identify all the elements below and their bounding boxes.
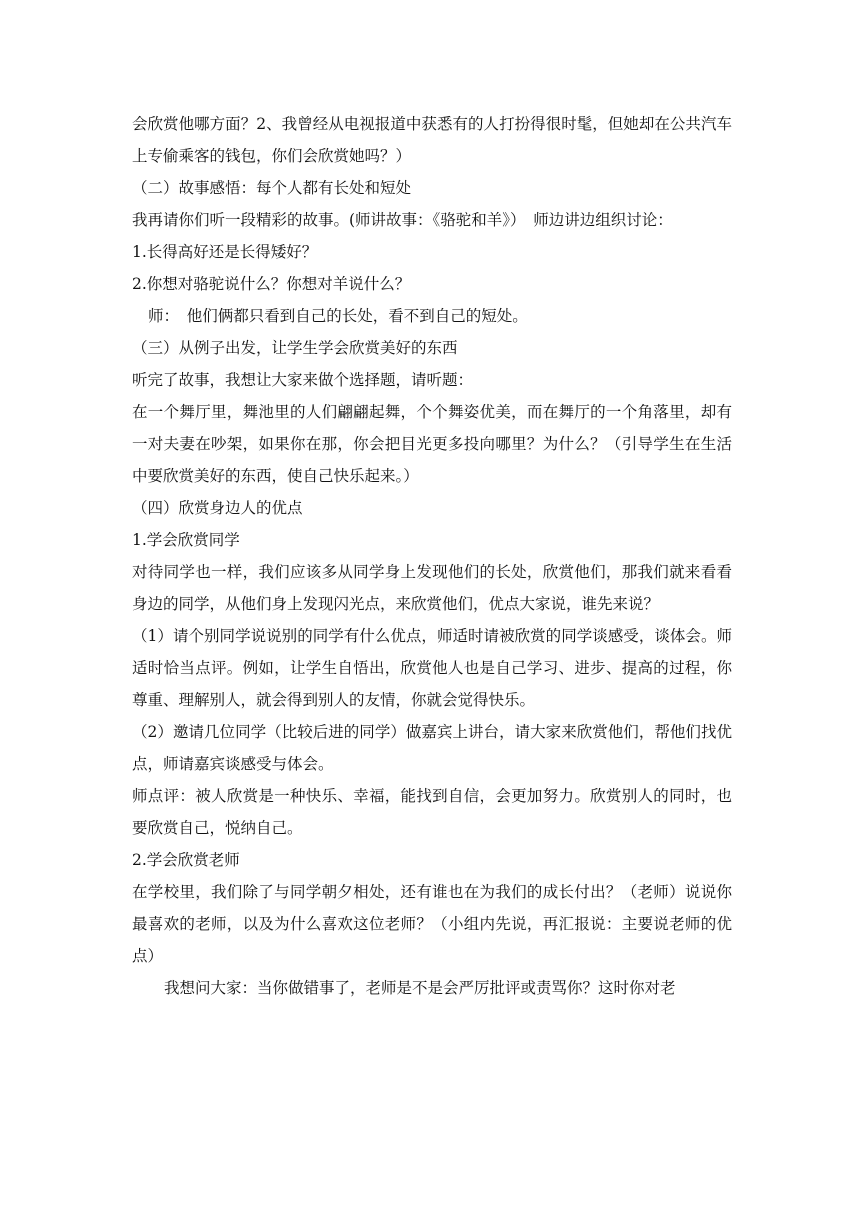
- paragraph: 我想问大家：当你做错事了，老师是不是会严厉批评或责骂你？这时你对老: [164, 979, 676, 997]
- paragraph: 在学校里，我们除了与同学朝夕相处，还有谁也在为我们的成长付出？（老师）说说你最喜欢的老师，以及为什么喜欢这位老师？（小组内先说，再汇报说：主要说老师的优点）: [132, 883, 732, 965]
- numbered-item: （1）请个别同学说说别的同学有什么优点，师适时请被欣赏的同学谈感受，谈体会。师适时恰当点评。例如，让学生自悟出，欣赏他人也是自己学习、进步、提高的过程，你尊重、理解别人，就会得到别人的友情，你就会觉得快乐。: [132, 627, 732, 709]
- question-item: 2.你想对骆驼说什么？你想对羊说什么？: [132, 275, 411, 293]
- paragraph: 对待同学也一样，我们应该多从同学身上发现他们的长处，欣赏他们，那我们就来看看身边的同学，从他们身上发现闪光点，来欣赏他们，优点大家说，谁先来说？: [132, 563, 732, 613]
- section-heading-4: （四）欣赏身边人的优点: [132, 499, 303, 517]
- section-heading-2: （二）故事感悟：每个人都有长处和短处: [132, 179, 412, 197]
- section-heading-3: （三）从例子出发，让学生学会欣赏美好的东西: [132, 339, 458, 357]
- numbered-item: （2）邀请几位同学（比较后进的同学）做嘉宾上讲台，请大家来欣赏他们，帮他们找优点，师请嘉宾谈感受与体会。: [132, 723, 732, 773]
- subsection-heading: 2.学会欣赏老师: [132, 851, 240, 869]
- question-item: 1.长得高好还是长得矮好？: [132, 243, 318, 261]
- paragraph-continuation: 会欣赏他哪方面？2、我曾经从电视报道中获悉有的人打扮得很时髦，但她却在公共汽车上专偷乘客的钱包，你们会欣赏她吗？）: [132, 115, 732, 165]
- paragraph: 在一个舞厅里，舞池里的人们翩翩起舞，个个舞姿优美，而在舞厅的一个角落里，却有一对夫妻在吵架，如果你在那，你会把目光更多投向哪里？为什么？（引导学生在生活中要欣赏美好的东西，使自己快乐起来。）: [132, 403, 732, 485]
- paragraph: 听完了故事，我想让大家来做个选择题，请听题：: [132, 371, 474, 389]
- document-body: [132, 108, 732, 1004]
- subsection-heading: 1.学会欣赏同学: [132, 531, 240, 549]
- paragraph: 我再请你们听一段精彩的故事。(师讲故事：《骆驼和羊》） 师边讲边组织讨论：: [132, 211, 673, 229]
- teacher-remark: 师： 他们俩都只看到自己的长处，看不到自己的短处。: [148, 307, 528, 325]
- teacher-comment: 师点评：被人欣赏是一种快乐、幸福，能找到自信，会更加努力。欣赏别人的同时，也要欣赏自己，悦纳自己。: [132, 787, 732, 837]
